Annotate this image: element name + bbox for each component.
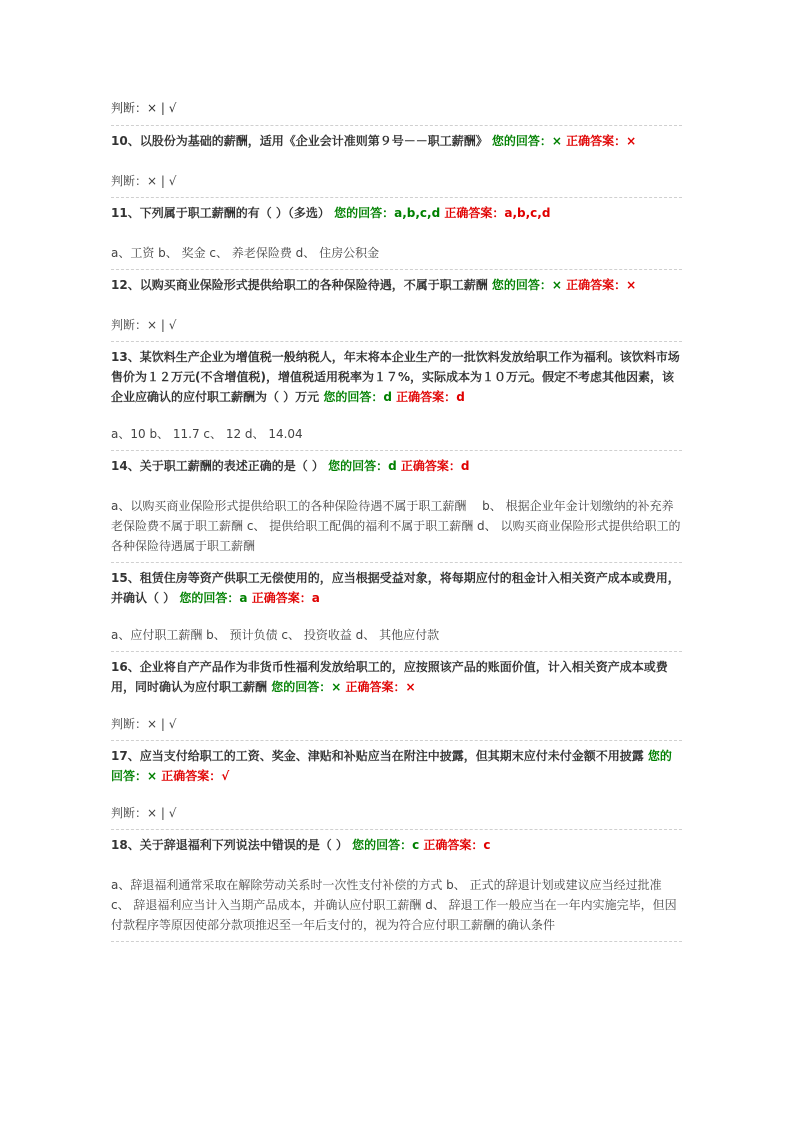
answer-options: a、10 b、 11.7 c、 12 d、 14.04 (111, 427, 303, 441)
your-answer-label: 您的回答： (491, 134, 552, 148)
question-item-17 (111, 741, 682, 830)
your-answer-label: 您的回答： (328, 459, 389, 473)
question-text (111, 347, 682, 407)
correct-answer-label: 正确答案： (396, 390, 457, 404)
your-answer-value: c (412, 838, 420, 852)
answer-options: a、以购买商业保险形式提供给职工的各种保险待遇不属于职工薪酬 b、 根据企业年金计划缴纳的补充养老保险费不属于职工薪酬 c、 提供给职工配偶的福利不属于职工薪酬 d、 以购买商业保险形式提供给职工的各种保险待遇属于职工薪酬 (111, 499, 681, 553)
document (111, 98, 682, 942)
question-item-13 (111, 342, 682, 451)
your-answer-label: 您的回答： (491, 278, 552, 292)
judge-options: 判断：× | √ (111, 98, 682, 126)
your-answer-label: 您的回答： (352, 838, 413, 852)
question-item-10 (111, 126, 682, 198)
question-stem: 17、应当支付给职工的工资、奖金、津贴和补贴应当在附注中披露，但其期末应付未付金额不用披露 (111, 749, 644, 763)
correct-answer-label: 正确答案： (566, 278, 627, 292)
question-stem: 11、下列属于职工薪酬的有（ ）（多选） (111, 206, 330, 220)
question-stem: 12、以购买商业保险形式提供给职工的各种保险待遇，不属于职工薪酬 (111, 278, 488, 292)
your-answer-label: 您的回答： (179, 591, 240, 605)
question-stem: 15、租赁住房等资产供职工无偿使用的，应当根据受益对象，将每期应付的租金计入相关资产成本或费用，并确认（ ） (111, 571, 680, 605)
question-stem: 18、关于辞退福利下列说法中错误的是（ ） (111, 838, 348, 852)
your-answer-value: d (388, 459, 397, 473)
question-item-18 (111, 830, 682, 942)
question-item-16 (111, 652, 682, 741)
answer-options: 判断：× | √ (111, 717, 177, 731)
question-text (111, 568, 682, 608)
correct-answer-label: 正确答案： (400, 459, 461, 473)
your-answer-value: a (239, 591, 248, 605)
answer-options: 判断：× | √ (111, 174, 177, 188)
answer-options: a、辞退福利通常采取在解除劳动关系时一次性支付补偿的方式 b、 正式的辞退计划或建议应当经过批准 c、 辞退福利应当计入当期产品成本，并确认应付职工薪酬 d、 辞退工作一般应当在一年内实施完毕，但因付款程序等原因使部分款项推迟至一年后支付的，视为符合应付职工薪酬的确认条件 (111, 878, 677, 932)
your-answer-label: 您的回答： (271, 680, 332, 694)
correct-answer-label: 正确答案： (444, 206, 505, 220)
question-text (111, 275, 682, 295)
question-stem: 13、某饮料生产企业为增值税一般纳税人，年末将本企业生产的一批饮料发放给职工作为福利。该饮料市场售价为１２万元(不含增值税)，增值税适用税率为１７%，实际成本为１０万元。假定不考虑其他因素，该企业应确认的应付职工薪酬为（ ）万元 (111, 350, 680, 404)
answer-options: a、工资 b、 奖金 c、 养老保险费 d、 住房公积金 (111, 246, 380, 260)
your-answer-value: × (551, 134, 562, 148)
question-item-15 (111, 563, 682, 652)
question-text (111, 657, 682, 697)
correct-answer-value: d (456, 390, 465, 404)
question-item-12 (111, 270, 682, 342)
correct-answer-value: × (626, 278, 637, 292)
correct-answer-label: 正确答案： (345, 680, 406, 694)
your-answer-label: 您的回答： (334, 206, 395, 220)
correct-answer-value: × (405, 680, 416, 694)
answer-options: a、应付职工薪酬 b、 预计负债 c、 投资收益 d、 其他应付款 (111, 628, 440, 642)
question-text (111, 456, 682, 476)
correct-answer-value: × (626, 134, 637, 148)
question-text (111, 131, 682, 151)
correct-answer-label: 正确答案： (423, 838, 484, 852)
correct-answer-value: a (311, 591, 320, 605)
your-answer-value: × (551, 278, 562, 292)
question-stem: 14、关于职工薪酬的表述正确的是（ ） (111, 459, 324, 473)
correct-answer-value: √ (221, 769, 230, 783)
answer-options: 判断：× | √ (111, 318, 177, 332)
correct-answer-label: 正确答案： (251, 591, 312, 605)
question-text (111, 746, 682, 786)
question-text (111, 835, 682, 855)
correct-answer-value: c (483, 838, 491, 852)
question-stem: 10、以股份为基础的薪酬，适用《企业会计准则第９号－－职工薪酬》 (111, 134, 488, 148)
correct-answer-label: 正确答案： (161, 769, 222, 783)
your-answer-value: d (383, 390, 392, 404)
correct-answer-value: a,b,c,d (504, 206, 551, 220)
question-item-11 (111, 198, 682, 270)
your-answer-label: 您的回答： (111, 749, 672, 783)
your-answer-value: × (331, 680, 342, 694)
your-answer-label: 您的回答： (323, 390, 384, 404)
correct-answer-value: d (460, 459, 470, 473)
your-answer-value: × (147, 769, 158, 783)
answer-options: 判断：× | √ (111, 806, 177, 820)
question-stem: 16、企业将自产产品作为非货币性福利发放给职工的，应按照该产品的账面价值，计入相关资产成本或费用，同时确认为应付职工薪酬 (111, 660, 668, 694)
question-text (111, 203, 682, 223)
correct-answer-label: 正确答案： (566, 134, 627, 148)
question-item-14 (111, 451, 682, 563)
your-answer-value: a,b,c,d (394, 206, 441, 220)
